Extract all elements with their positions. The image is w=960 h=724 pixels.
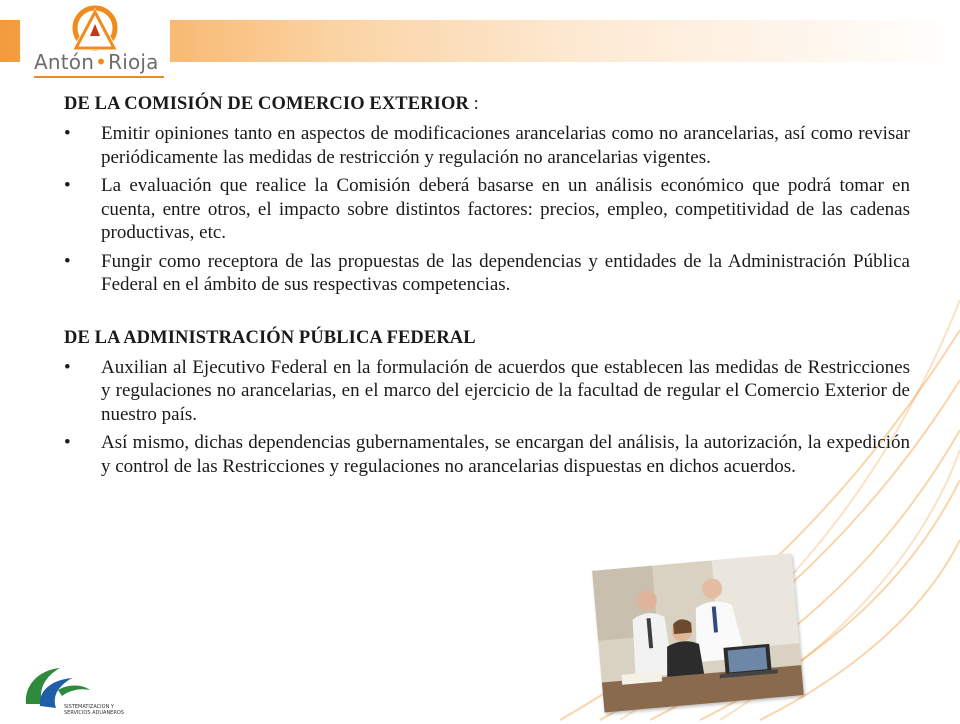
bullet-icon: • (64, 432, 71, 453)
section2-bullet-list (64, 356, 910, 479)
bullet-icon: • (64, 356, 71, 378)
list-item (64, 250, 910, 297)
bullet-icon: • (64, 123, 71, 144)
bullet-icon: • (64, 250, 71, 272)
org-emblem-icon (20, 660, 124, 720)
section1-title-suffix: : (468, 94, 479, 114)
office-scene-illustration (592, 554, 804, 713)
logo-underline (34, 76, 164, 78)
logo-emblem-icon (66, 6, 124, 54)
org-logo-line2: SERVICIOS ADUANEROS (64, 710, 124, 716)
list-item-text: Fungir como receptora de las propuestas de las dependencias y entidades de la Administración Pública Federal en el ámbito de sus respectivas competencias. (101, 250, 910, 295)
section2-title: DE LA ADMINISTRACIÓN PÚBLICA FEDERAL (64, 327, 476, 348)
section-spacer (64, 302, 910, 326)
list-item-text: Emitir opiniones tanto en aspectos de modificaciones arancelarias como no arancelarias, así como revisar periódicamente las medidas de restricción y regulación no arancelarias vigentes. (101, 123, 910, 168)
list-item-text: La evaluación que realice la Comisión deberá basarse en un análisis económico que podrá tomar en cuenta, entre otros, el impacto sobre distintos factores: precios, empleo, competitividad de las cadenas productivas, etc. (101, 175, 910, 243)
list-item (64, 174, 910, 245)
logo-word-right: Rioja (108, 50, 159, 74)
logo-wordmark (34, 50, 159, 74)
list-item (64, 122, 910, 169)
list-item (64, 356, 910, 427)
logo-dot: • (95, 50, 108, 74)
bullet-icon: • (64, 175, 71, 196)
office-team-photo (592, 554, 804, 713)
list-item-text: Así mismo, dichas dependencias gubernamentales, se encargan del análisis, la autorización, la expedición y control de las Restricciones y regulaciones no arancelarias dispuestas en dichos acuerdos. (101, 432, 910, 477)
logo-word-left: Antón (34, 50, 95, 74)
slide-content (64, 92, 910, 483)
section1-bullet-list (64, 122, 910, 297)
section2-heading (64, 326, 910, 350)
section1-title: DE LA COMISIÓN DE COMERCIO EXTERIOR (64, 94, 469, 114)
anton-rioja-logo (20, 4, 170, 80)
section1-heading (64, 92, 910, 116)
org-logo-line1: SISTEMATIZACION Y (64, 704, 114, 710)
org-logo (20, 660, 124, 720)
list-item-text: Auxilian al Ejecutivo Federal en la formulación de acuerdos que establecen las medidas de Restricciones y regulaciones no arancelarias, en el marco del ejercicio de la facultad de regular el Comercio Exterior de nuestro país. (101, 356, 910, 425)
list-item (64, 431, 910, 478)
